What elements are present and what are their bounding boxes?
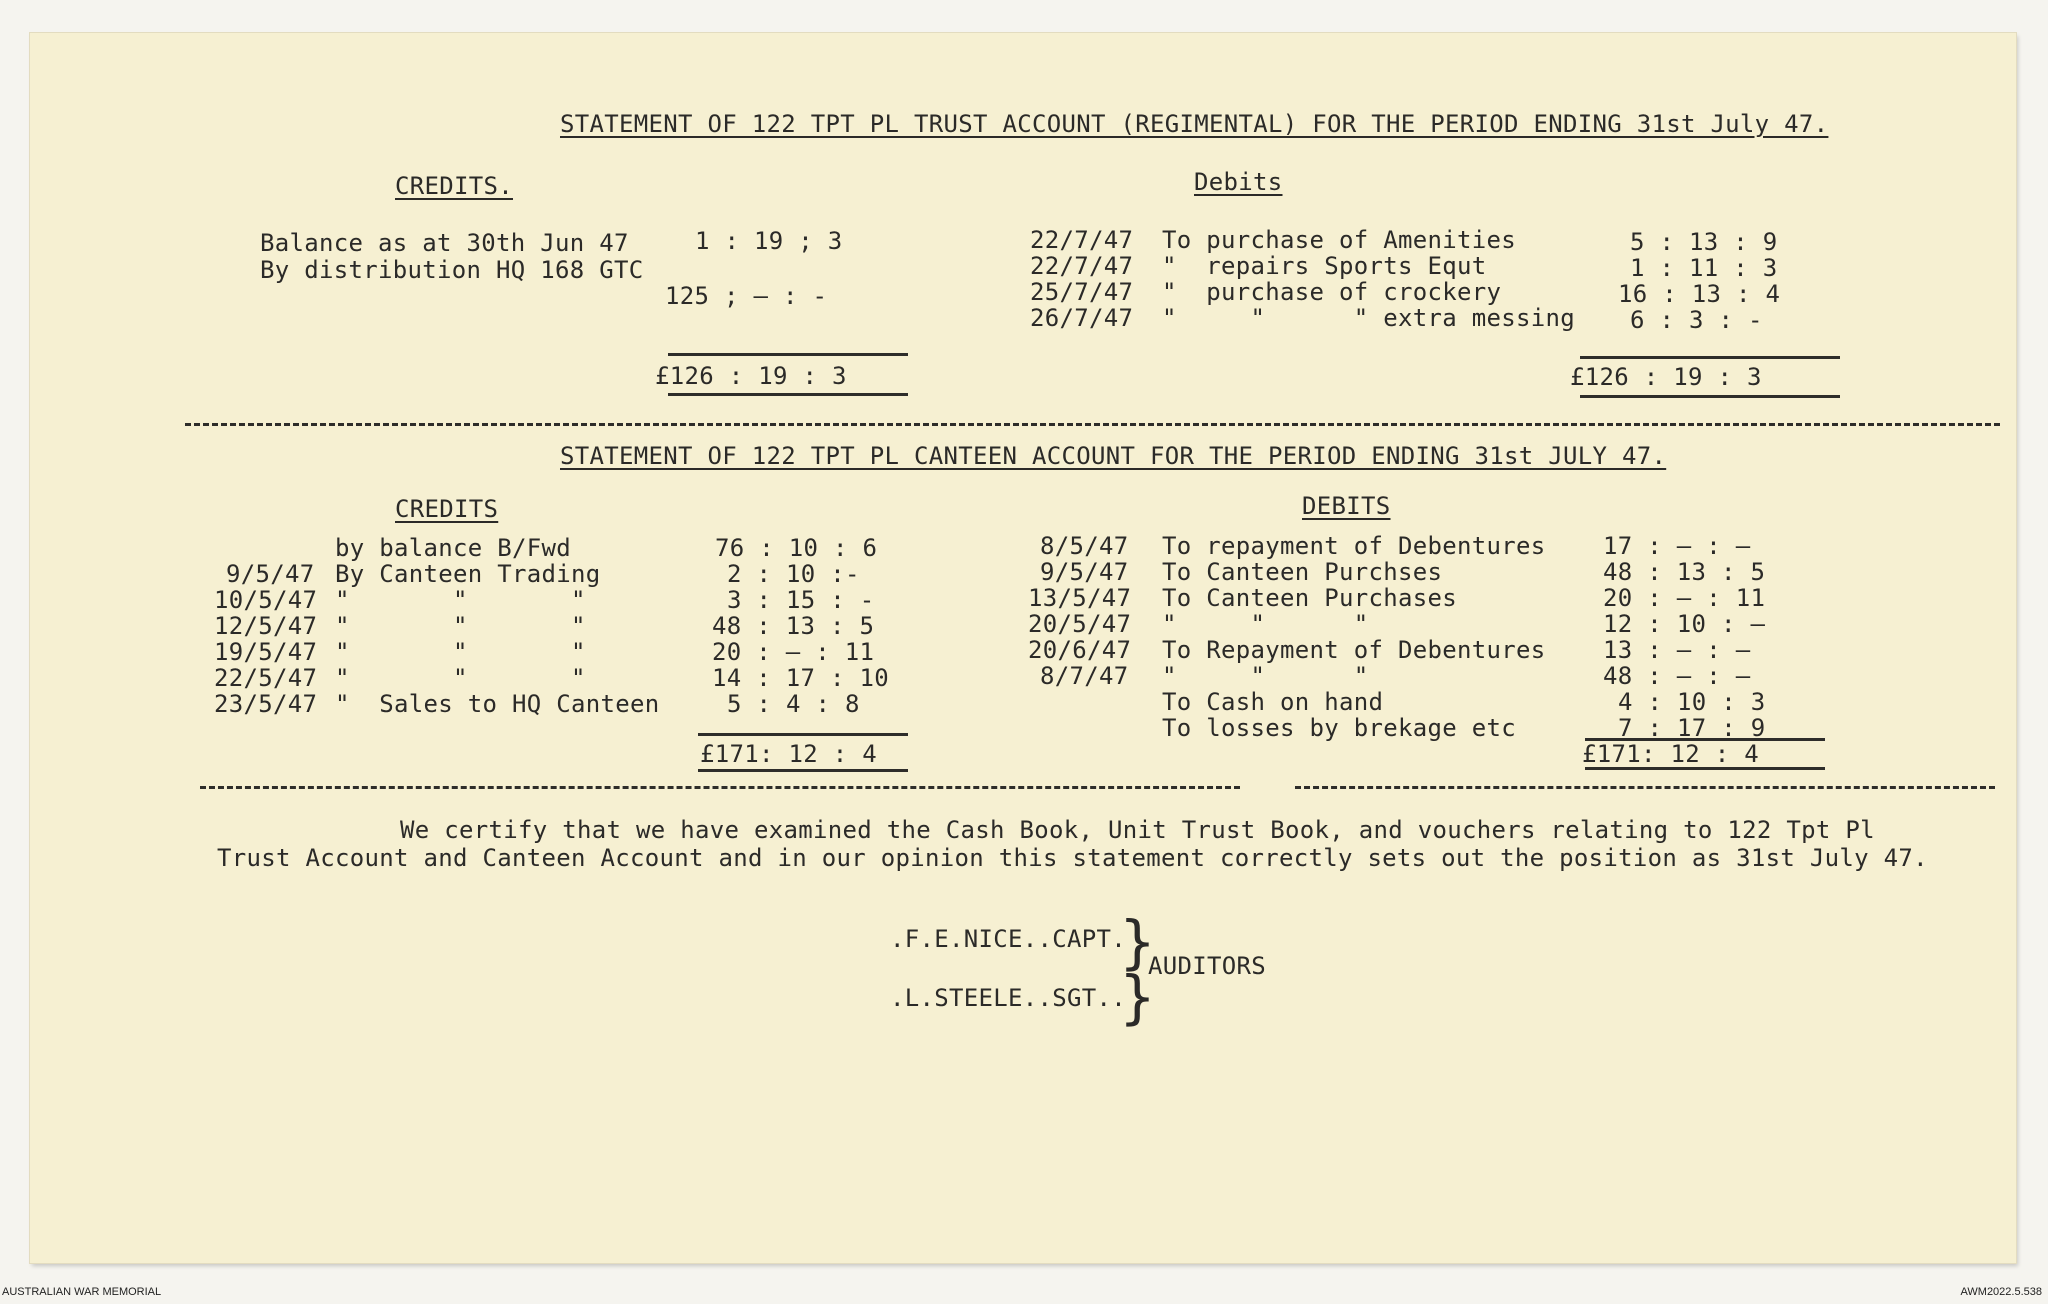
canteen-debit-row-5-date: 20/6/47: [1028, 636, 1132, 664]
trust-debit-row-3-desc: " purchase of crockery: [1162, 278, 1502, 306]
certification-line-1: We certify that we have examined the Cash Book, Unit Trust Book, and vouchers relating to 122 Tpt Pl: [400, 816, 1875, 844]
trust-credit-total-line: [668, 393, 908, 396]
trust-debit-row-1-amount: 5 : 13 : 9: [1630, 228, 1778, 256]
certification-line-2: Trust Account and Canteen Account and in our opinion this statement correctly sets out the position as 31st July 47.: [217, 844, 1928, 872]
document-sheet: [30, 33, 2016, 1263]
canteen-credit-row-2-desc: By Canteen Trading: [335, 560, 601, 588]
section-divider-left: [200, 786, 1240, 789]
canteen-credits-heading: CREDITS: [395, 495, 499, 523]
canteen-debit-row-7-desc: To Cash on hand: [1162, 688, 1384, 716]
trust-credit-row-1-desc: Balance as at 30th Jun 47: [260, 229, 629, 257]
trust-debit-row-2-amount: 1 : 11 : 3: [1630, 254, 1778, 282]
canteen-credit-row-3-amount: 3 : 15 : -: [727, 586, 875, 614]
canteen-debit-row-1-amount: 17 : — : —: [1603, 532, 1751, 560]
trust-debit-row-2-date: 22/7/47: [1030, 252, 1134, 280]
trust-debits-heading: Debits: [1194, 168, 1283, 196]
trust-credit-subtotal-line: [668, 353, 908, 356]
canteen-credit-row-4-date: 12/5/47: [214, 612, 318, 640]
canteen-debit-row-4-desc: " " ": [1162, 610, 1369, 638]
auditors-label: AUDITORS: [1148, 952, 1266, 980]
trust-credit-row-2-amount: 125 ; — : -: [665, 282, 828, 310]
canteen-debit-row-2-amount: 48 : 13 : 5: [1603, 558, 1766, 586]
canteen-credit-total: £171: 12 : 4: [700, 740, 877, 768]
canteen-credit-row-6-date: 22/5/47: [214, 664, 318, 692]
canteen-credit-row-1-desc: by balance B/Fwd: [335, 534, 571, 562]
canteen-debit-row-7-amount: 4 : 10 : 3: [1618, 688, 1766, 716]
canteen-debit-row-8-desc: To losses by brekage etc: [1162, 714, 1516, 742]
trust-credits-heading: CREDITS.: [395, 172, 513, 200]
canteen-credit-row-4-amount: 48 : 13 : 5: [712, 612, 875, 640]
brace-lower: }: [1120, 963, 1155, 1031]
canteen-credit-row-1-amount: 76 : 10 : 6: [715, 534, 878, 562]
canteen-debit-total-line: [1585, 767, 1825, 770]
canteen-debit-row-1-date: 8/5/47: [1040, 532, 1129, 560]
trust-credit-total: £126 : 19 : 3: [655, 362, 847, 390]
canteen-debit-row-3-desc: To Canteen Purchases: [1162, 584, 1457, 612]
canteen-debit-row-5-desc: To Repayment of Debentures: [1162, 636, 1546, 664]
trust-debit-row-2-desc: " repairs Sports Equt: [1162, 252, 1487, 280]
canteen-debit-row-2-desc: To Canteen Purchses: [1162, 558, 1443, 586]
canteen-debit-row-5-amount: 13 : — : —: [1603, 636, 1751, 664]
trust-debit-total-line: [1580, 395, 1840, 398]
canteen-debit-row-6-date: 8/7/47: [1040, 662, 1129, 690]
auditor-signature-1: .F.E.NICE..CAPT.: [890, 925, 1126, 953]
canteen-title: STATEMENT OF 122 TPT PL CANTEEN ACCOUNT FOR THE PERIOD ENDING 31st JULY 47.: [560, 442, 1667, 470]
canteen-credit-row-5-amount: 20 : — : 11: [712, 638, 875, 666]
canteen-debit-row-4-date: 20/5/47: [1028, 610, 1132, 638]
trust-debit-row-1-date: 22/7/47: [1030, 226, 1134, 254]
footer-right: AWM2022.5.538: [1960, 1286, 2042, 1298]
canteen-credit-row-3-date: 10/5/47: [214, 586, 318, 614]
trust-debit-row-3-amount: 16 : 13 : 4: [1618, 280, 1781, 308]
canteen-debit-row-6-desc: " " ": [1162, 662, 1369, 690]
trust-credit-row-2-desc: By distribution HQ 168 GTC: [260, 256, 644, 284]
footer-left: AUSTRALIAN WAR MEMORIAL: [2, 1286, 162, 1298]
trust-debit-subtotal-line: [1580, 356, 1840, 359]
trust-debit-total: £126 : 19 : 3: [1570, 363, 1762, 391]
canteen-credit-subtotal-line: [698, 733, 908, 736]
canteen-debit-row-2-date: 9/5/47: [1040, 558, 1129, 586]
canteen-debit-row-4-amount: 12 : 10 : —: [1603, 610, 1766, 638]
trust-title: STATEMENT OF 122 TPT PL TRUST ACCOUNT (REGIMENTAL) FOR THE PERIOD ENDING 31st July 47.: [560, 110, 1829, 138]
canteen-debits-heading: DEBITS: [1302, 492, 1391, 520]
canteen-credit-row-2-date: 9/5/47: [226, 560, 315, 588]
trust-debit-row-4-date: 26/7/47: [1030, 304, 1134, 332]
canteen-credit-row-2-amount: 2 : 10 :-: [727, 560, 860, 588]
canteen-debit-row-8-amount: 7 : 17 : 9: [1618, 714, 1766, 742]
section-divider-right: [1295, 786, 1995, 789]
canteen-credit-row-4-desc: " " ": [335, 612, 586, 640]
canteen-debit-row-3-date: 13/5/47: [1028, 584, 1132, 612]
trust-debit-row-4-amount: 6 : 3 : -: [1630, 306, 1763, 334]
canteen-credit-row-7-desc: " Sales to HQ Canteen: [335, 690, 660, 718]
canteen-credit-row-7-amount: 5 : 4 : 8: [727, 690, 860, 718]
auditor-signature-2: .L.STEELE..SGT..: [890, 984, 1126, 1012]
trust-debit-row-1-desc: To purchase of Amenities: [1162, 226, 1516, 254]
canteen-debit-row-3-amount: 20 : — : 11: [1603, 584, 1766, 612]
canteen-credit-row-7-date: 23/5/47: [214, 690, 318, 718]
canteen-debit-row-1-desc: To repayment of Debentures: [1162, 532, 1546, 560]
canteen-credit-row-5-date: 19/5/47: [214, 638, 318, 666]
trust-debit-row-4-desc: " " " extra messing: [1162, 304, 1575, 332]
canteen-debit-total: £171: 12 : 4: [1582, 740, 1759, 768]
canteen-credit-row-5-desc: " " ": [335, 638, 586, 666]
canteen-credit-total-line: [698, 769, 908, 772]
canteen-debit-row-6-amount: 48 : — : —: [1603, 662, 1751, 690]
canteen-credit-row-3-desc: " " ": [335, 586, 586, 614]
section-divider: [185, 423, 2000, 426]
trust-debit-row-3-date: 25/7/47: [1030, 278, 1134, 306]
canteen-credit-row-6-amount: 14 : 17 : 10: [712, 664, 889, 692]
trust-credit-row-1-amount: 1 : 19 ; 3: [695, 227, 843, 255]
canteen-credit-row-6-desc: " " ": [335, 664, 586, 692]
brace-upper: }: [1120, 908, 1155, 976]
